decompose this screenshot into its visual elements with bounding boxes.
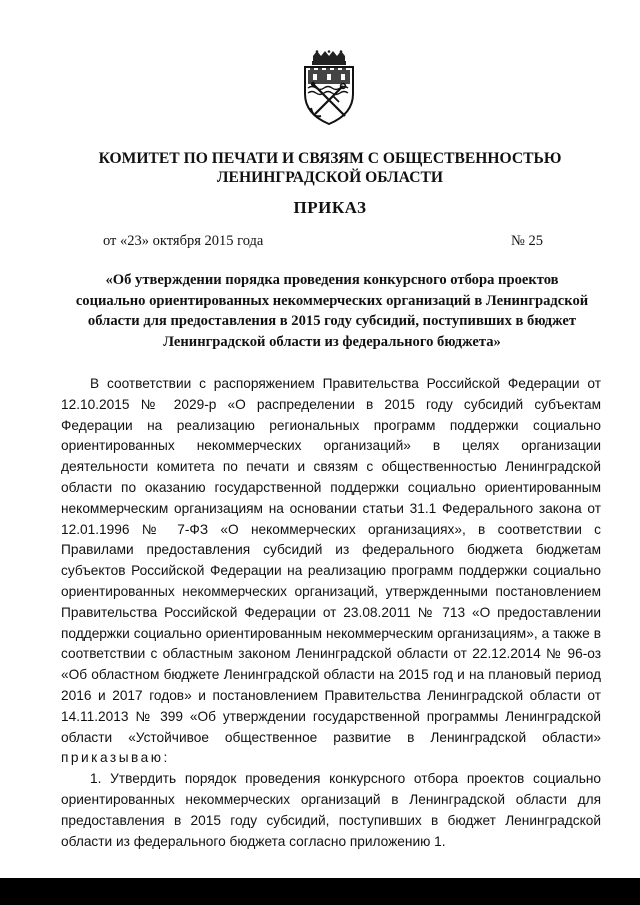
subject-line3: области для предоставления в 2015 году субсидий, поступивших в бюджет	[87, 313, 577, 329]
coat-of-arms-icon	[299, 50, 359, 126]
committee-name-line1: КОМИТЕТ ПО ПЕЧАТИ И СВЯЗЯМ С ОБЩЕСТВЕННОСТЬЮ	[98, 150, 562, 167]
committee-name-line2: ЛЕНИНГРАДСКОЙ ОБЛАСТИ	[216, 169, 444, 186]
subject-line1: «Об утверждении порядка проведения конкурсного отбора проектов	[105, 272, 559, 288]
order-item-1: 1. Утвердить порядок проведения конкурсного отбора проектов социально ориентированных некоммерческих организаций в Ленинградской области для предоставления в 2015 году субсидий, поступивших в бюджет Ленинградской области из федерального бюджета согласно приложению 1.	[61, 771, 601, 849]
subject-line4: Ленинградской области из федерального бюджета»	[163, 333, 501, 350]
document-subject	[62, 270, 602, 352]
preamble-paragraph	[61, 374, 601, 769]
document-type: ПРИКАЗ	[293, 198, 367, 217]
committee-name	[60, 149, 600, 187]
order-word: приказываю:	[61, 750, 170, 766]
preamble-text: В соответствии с распоряжением Правительства Российской Федерации от 12.10.2015 № 2029-р «О распределении в 2015 году субсидий субъектам Федерации на реализацию региональных программ поддержки социально ориентированных некоммерческих организаций» в целях организации деятельности комитета по печати и связям с общественностью Ленинградской области по оказанию государственной поддержки социально ориентированным некоммерческим организациям на основании статьи 31.1 Федерального закона от 12.01.1996 № 7-ФЗ «О некоммерческих организациях», в соответствии с Правилами предоставления субсидий из федерального бюджета бюджетам субъектов Российской Федерации на реализацию программ поддержки социально ориентированных некоммерческих организаций, утвержденными постановлением Правительства Российской Федерации от 23.08.2011 № 713 «О предоставлении поддержки социально ориентированным некоммерческим организациям», а также в соответствии с областным законом Ленинградской области от 22.12.2014 № 96-оз «Об областном бюджете Ленинградской области на 2015 год и на плановый период 2016 и 2017 годов» и постановлением Правительства Ленинградской области от 14.11.2013 № 399 «Об утверждении государственной программы Ленинградской области «Устойчивое общественное развитие в Ленинградской области»	[61, 376, 601, 745]
document-date: от «23» октября 2015 года	[103, 233, 264, 249]
scan-bottom-edge	[0, 878, 640, 905]
document-body	[61, 374, 601, 852]
document-number: № 25	[511, 233, 543, 249]
subject-line2: социально ориентированных некоммерческих организаций в Ленинградской	[75, 292, 589, 309]
